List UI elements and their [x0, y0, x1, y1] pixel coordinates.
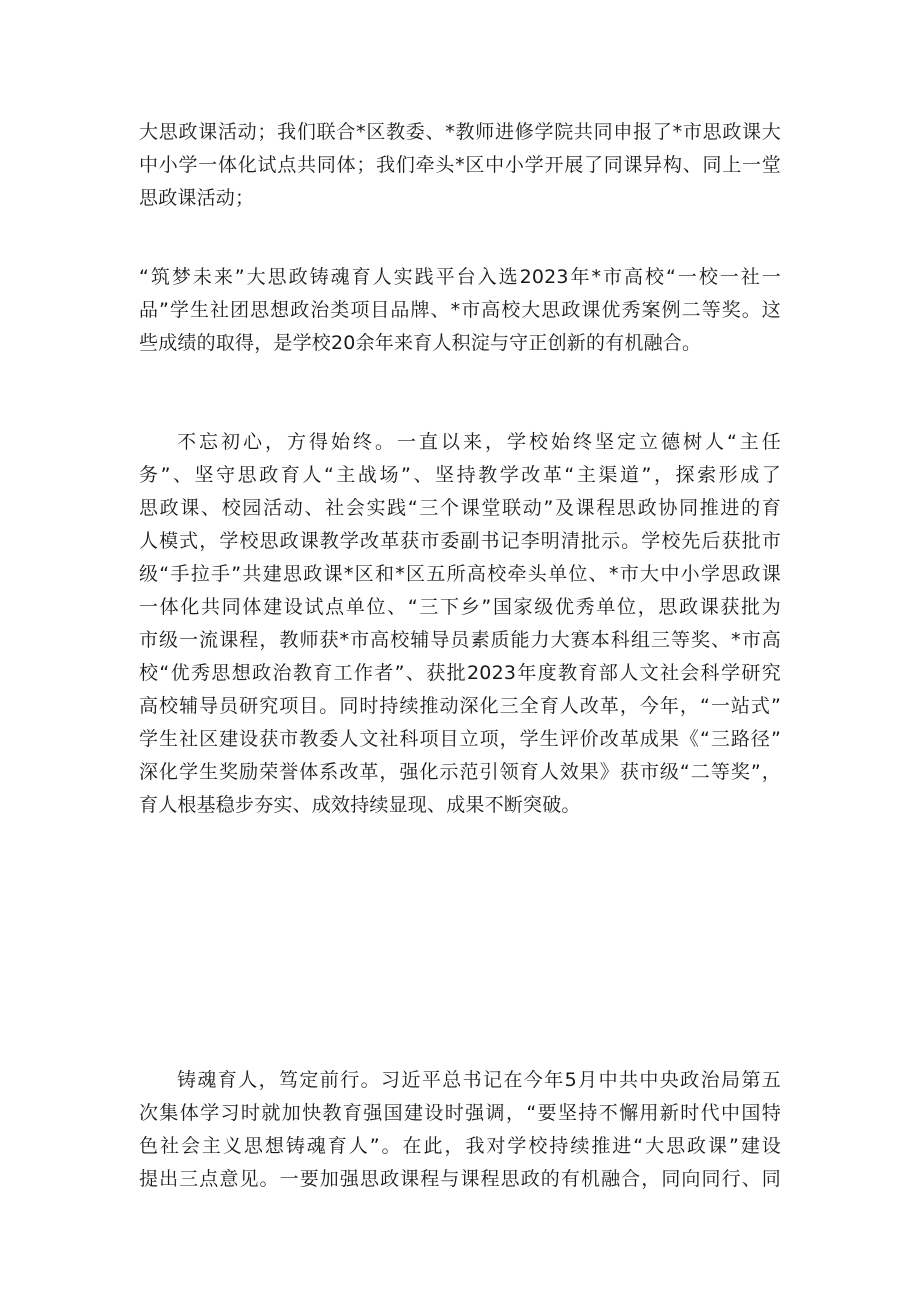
paragraph-line: 育人根基稳步夯实、成效持续显现、成果不断突破。	[139, 794, 581, 816]
paragraph-3	[139, 426, 781, 822]
paragraph-line: 铸魂育人，笃定前行。习近平总书记在今年5月中共中央政治局第五	[177, 1069, 781, 1091]
paragraph-line: 思政课活动；	[139, 187, 255, 209]
paragraph-line: 些成绩的取得，是学校20余年来育人积淀与守正创新的有机融合。	[139, 332, 702, 354]
paragraph-line: 深化学生奖励荣誉体系改革，强化示范引领育人效果》获市级“二等奖”，	[139, 761, 781, 783]
paragraph-line: 不忘初心，方得始终。一直以来，学校始终坚定立德树人“主任	[177, 431, 781, 453]
paragraph-line: 大思政课活动；我们联合*区教委、*教师进修学院共同申报了*市思政课大	[139, 121, 781, 143]
paragraph-line: 校“优秀思想政治教育工作者”、获批2023年度教育部人文社会科学研究	[139, 662, 781, 684]
paragraph-line: 高校辅导员研究项目。同时持续推动深化三全育人改革，今年，“一站式”	[139, 695, 781, 717]
paragraph-1	[139, 116, 781, 215]
paragraph-line: 学生社区建设获市教委人文社科项目立项，学生评价改革成果《“三路径”	[139, 728, 781, 750]
paragraph-line: 人模式，学校思政课教学改革获市委副书记李明清批示。学校先后获批市	[139, 530, 781, 552]
paragraph-4	[139, 1064, 781, 1196]
paragraph-line: 色社会主义思想铸魂育人”。在此，我对学校持续推进“大思政课”建设	[139, 1135, 781, 1157]
paragraph-line: 市级一流课程，教师获*市高校辅导员素质能力大赛本科组三等奖、*市高	[139, 629, 781, 651]
paragraph-line: 品”学生社团思想政治类项目品牌、*市高校大思政课优秀案例二等奖。这	[139, 299, 781, 321]
paragraph-line: 一体化共同体建设试点单位、“三下乡”国家级优秀单位，思政课获批为	[139, 596, 781, 618]
paragraph-line: 级“手拉手”共建思政课*区和*区五所高校牵头单位、*市大中小学思政课	[139, 563, 781, 585]
paragraph-line: 中小学一体化试点共同体；我们牵头*区中小学开展了同课异构、同上一堂	[139, 154, 781, 176]
paragraph-2	[139, 261, 781, 360]
paragraph-line: 务”、坚守思政育人“主战场”、坚持教学改革“主渠道”，探索形成了	[139, 464, 781, 486]
paragraph-line: 思政课、校园活动、社会实践“三个课堂联动”及课程思政协同推进的育	[139, 497, 781, 519]
paragraph-line: 次集体学习时就加快教育强国建设时强调，“要坚持不懈用新时代中国特	[139, 1102, 781, 1124]
paragraph-line: 提出三点意见。一要加强思政课程与课程思政的有机融合，同向同行、同	[139, 1168, 781, 1190]
paragraph-line: “筑梦未来”大思政铸魂育人实践平台入选2023年*市高校“一校一社一	[139, 266, 781, 288]
